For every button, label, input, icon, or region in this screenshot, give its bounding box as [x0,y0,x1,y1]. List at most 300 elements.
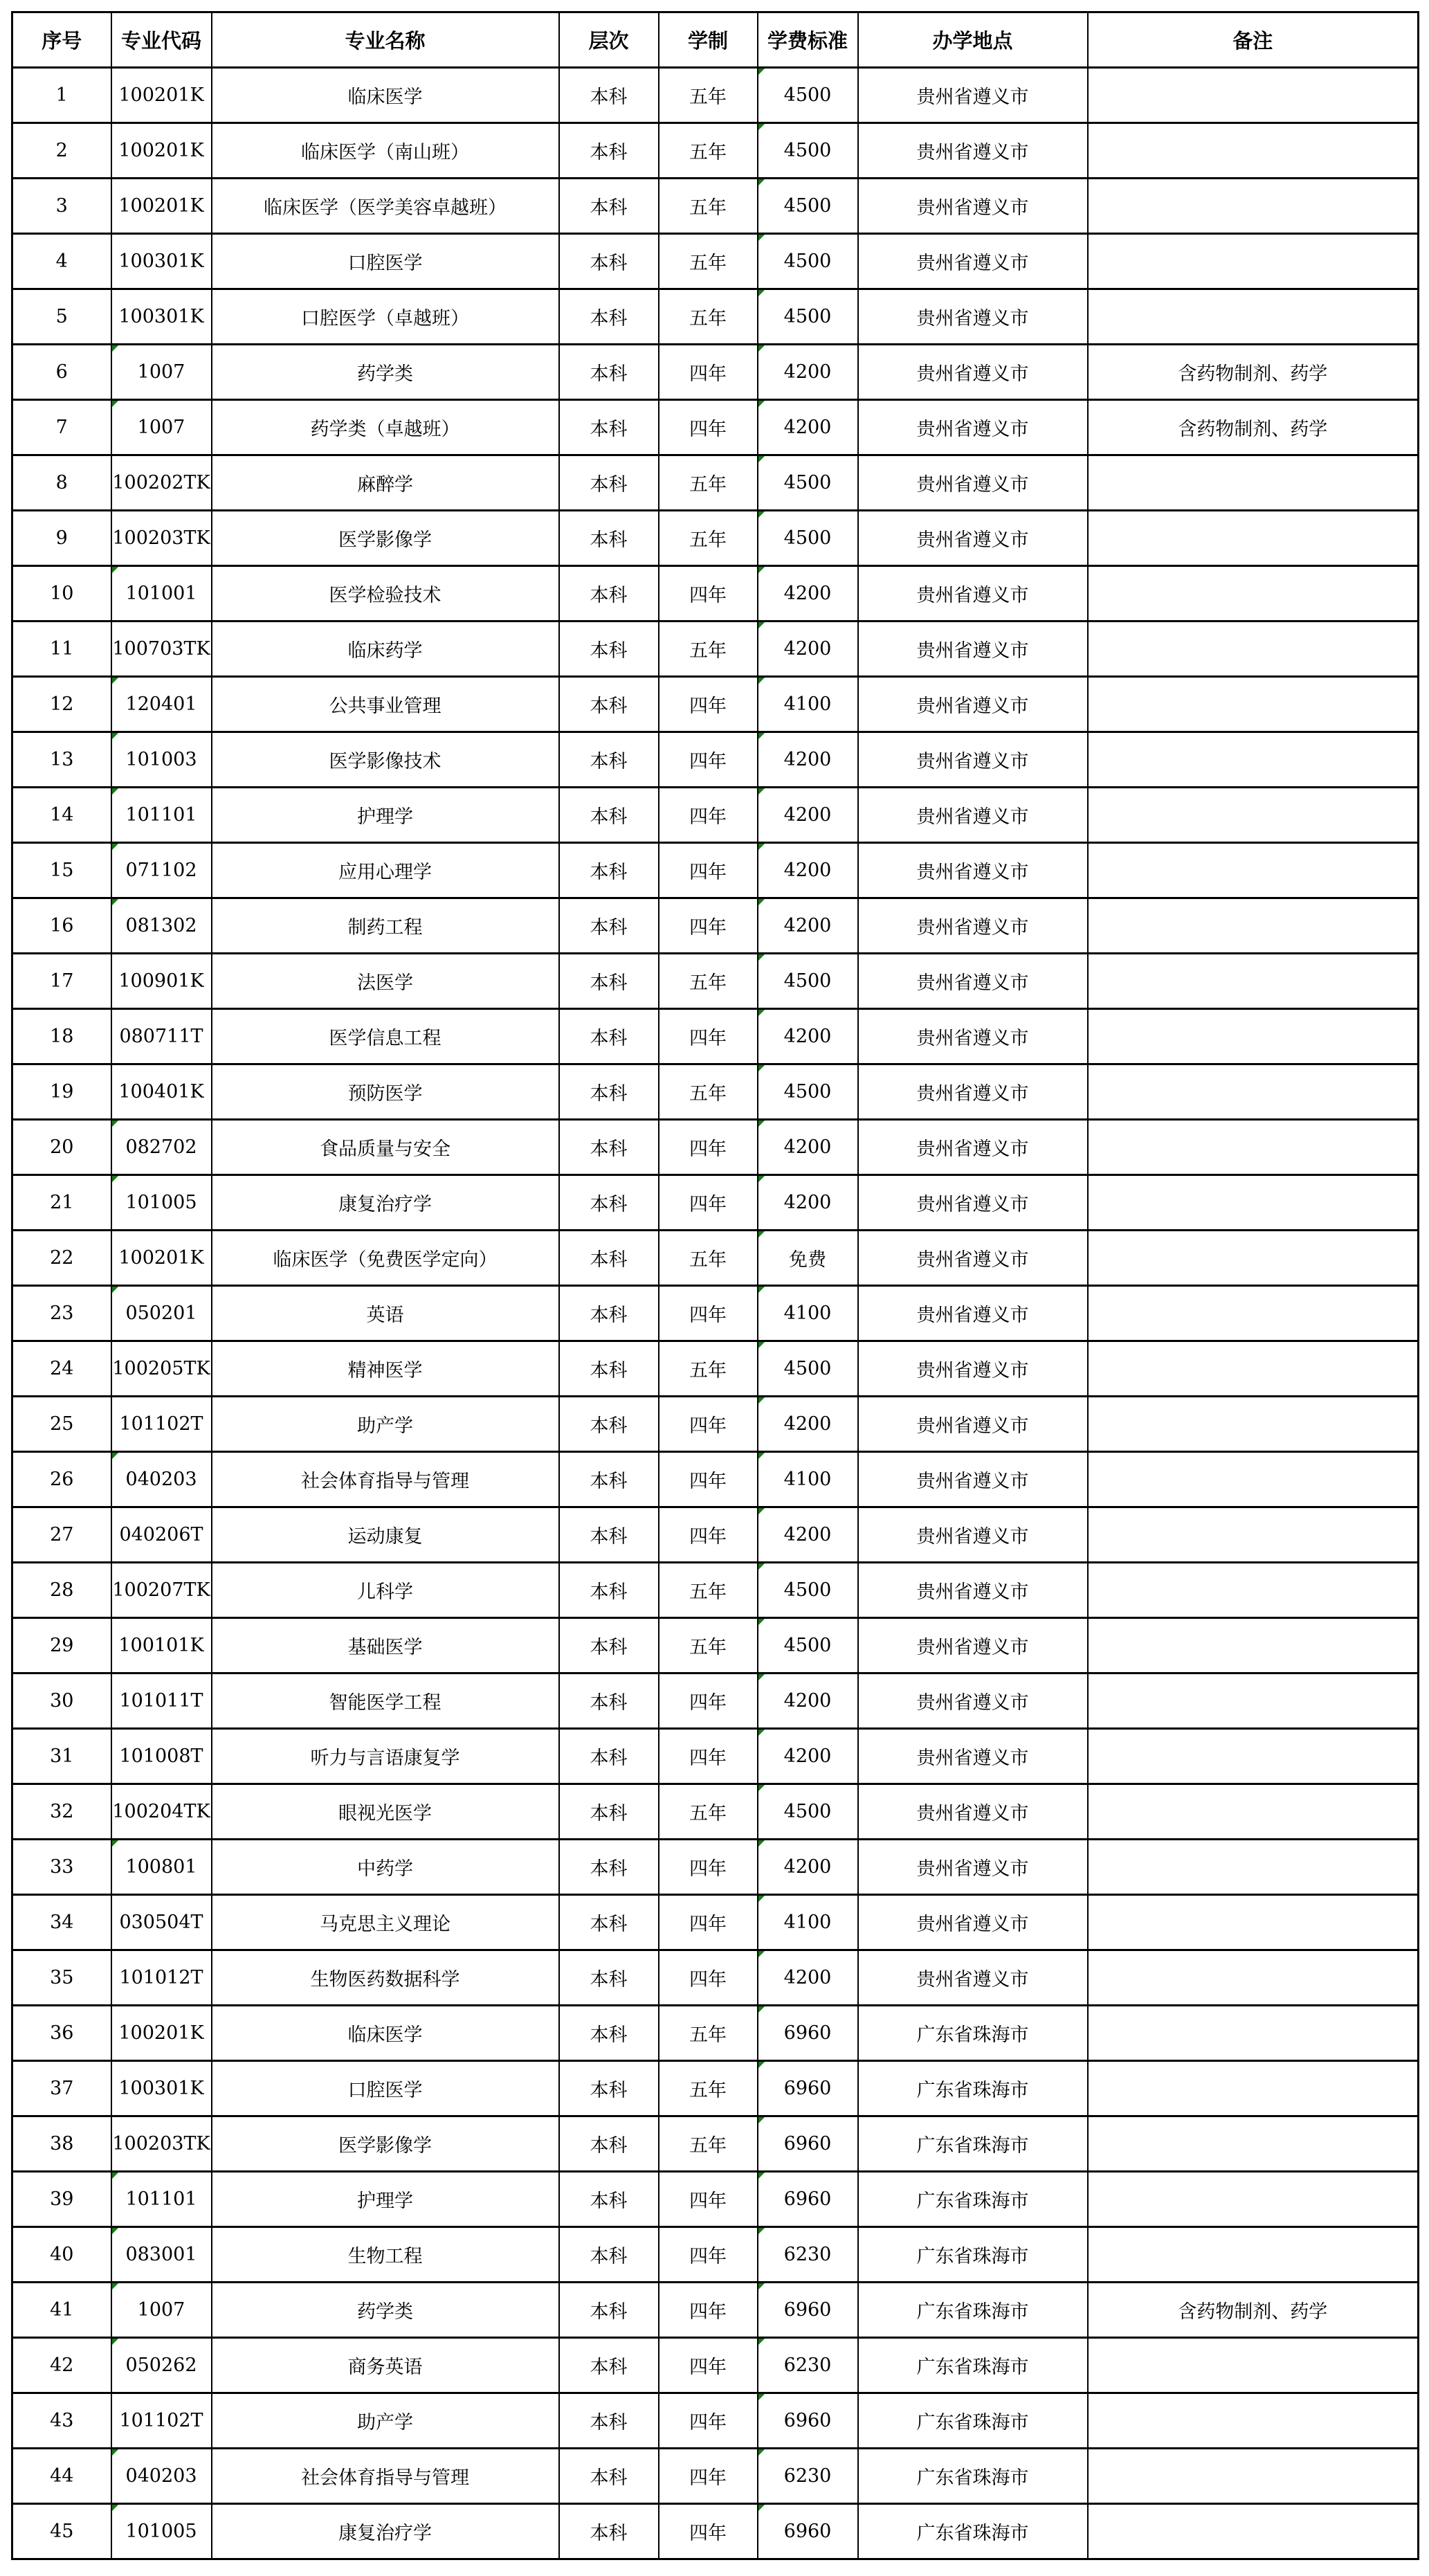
major-code-cell: 100703TK [111,622,212,677]
duration-cell: 四年 [659,1009,758,1064]
major-name-cell: 社会体育指导与管理 [212,1452,559,1507]
header-location: 办学地点 [858,12,1088,68]
index-cell: 21 [12,1175,111,1231]
table-row [12,123,1419,179]
tuition-cell: 4200 [758,1120,858,1175]
tuition-cell: 4200 [758,1507,858,1563]
level-cell: 本科 [559,289,659,345]
major-name-cell: 基础医学 [212,1618,559,1674]
tuition-cell: 6960 [758,2116,858,2172]
major-name-cell: 生物工程 [212,2227,559,2283]
location-cell: 广东省珠海市 [858,2393,1088,2449]
major-code-cell: 040203 [111,1452,212,1507]
level-cell: 本科 [559,677,659,732]
major-code-cell: 100401K [111,1064,212,1120]
tuition-cell: 4100 [758,1452,858,1507]
remarks-cell [1088,289,1419,345]
location-cell: 广东省珠海市 [858,2227,1088,2283]
major-name-cell: 医学检验技术 [212,566,559,622]
location-cell: 广东省珠海市 [858,2338,1088,2393]
duration-cell: 四年 [659,1175,758,1231]
major-code-cell: 101003 [111,732,212,788]
tuition-cell: 4500 [758,1341,858,1397]
table-row [12,2449,1419,2504]
index-cell: 19 [12,1064,111,1120]
level-cell: 本科 [559,898,659,954]
level-cell: 本科 [559,2338,659,2393]
location-cell: 贵州省遵义市 [858,1618,1088,1674]
location-cell: 贵州省遵义市 [858,1784,1088,1840]
major-name-cell: 助产学 [212,2393,559,2449]
location-cell: 贵州省遵义市 [858,566,1088,622]
table-row [12,2116,1419,2172]
level-cell: 本科 [559,1009,659,1064]
major-name-cell: 应用心理学 [212,843,559,898]
tuition-cell: 6960 [758,2061,858,2116]
majors-table [11,11,1419,2560]
major-name-cell: 智能医学工程 [212,1674,559,1729]
level-cell: 本科 [559,345,659,400]
remarks-cell [1088,1950,1419,2006]
duration-cell: 四年 [659,1286,758,1341]
remarks-cell [1088,1452,1419,1507]
table-row [12,400,1419,455]
location-cell: 贵州省遵义市 [858,179,1088,234]
table-row [12,1729,1419,1784]
table-row [12,234,1419,289]
index-cell: 12 [12,677,111,732]
location-cell: 贵州省遵义市 [858,954,1088,1009]
header-major-name: 专业名称 [212,12,559,68]
table-row [12,1895,1419,1950]
index-cell: 34 [12,1895,111,1950]
major-name-cell: 生物医药数据科学 [212,1950,559,2006]
duration-cell: 四年 [659,898,758,954]
tuition-cell: 4500 [758,68,858,123]
location-cell: 贵州省遵义市 [858,1563,1088,1618]
table-row [12,2338,1419,2393]
tuition-cell: 4200 [758,898,858,954]
duration-cell: 四年 [659,1729,758,1784]
duration-cell: 四年 [659,2449,758,2504]
location-cell: 贵州省遵义市 [858,1397,1088,1452]
index-cell: 14 [12,788,111,843]
duration-cell: 五年 [659,1784,758,1840]
duration-cell: 四年 [659,345,758,400]
major-name-cell: 马克思主义理论 [212,1895,559,1950]
location-cell: 贵州省遵义市 [858,289,1088,345]
level-cell: 本科 [559,2504,659,2559]
table-row [12,843,1419,898]
remarks-cell [1088,2227,1419,2283]
remarks-cell [1088,123,1419,179]
table-row [12,677,1419,732]
table-row [12,1120,1419,1175]
major-name-cell: 食品质量与安全 [212,1120,559,1175]
major-code-cell: 050262 [111,2338,212,2393]
level-cell: 本科 [559,1840,659,1895]
remarks-cell [1088,1784,1419,1840]
table-body [12,68,1419,2559]
major-name-cell: 听力与言语康复学 [212,1729,559,1784]
duration-cell: 四年 [659,2172,758,2227]
index-cell: 11 [12,622,111,677]
remarks-cell [1088,1120,1419,1175]
tuition-cell: 4500 [758,289,858,345]
remarks-cell [1088,1674,1419,1729]
duration-cell: 五年 [659,2061,758,2116]
table-row [12,2393,1419,2449]
tuition-cell: 4100 [758,677,858,732]
duration-cell: 四年 [659,2504,758,2559]
remarks-cell [1088,2393,1419,2449]
major-code-cell: 120401 [111,677,212,732]
tuition-cell: 4200 [758,1009,858,1064]
tuition-cell: 4500 [758,1784,858,1840]
table-row [12,455,1419,511]
location-cell: 贵州省遵义市 [858,1452,1088,1507]
remarks-cell [1088,511,1419,566]
location-cell: 广东省珠海市 [858,2061,1088,2116]
index-cell: 33 [12,1840,111,1895]
location-cell: 贵州省遵义市 [858,123,1088,179]
level-cell: 本科 [559,123,659,179]
index-cell: 13 [12,732,111,788]
tuition-cell: 4100 [758,1895,858,1950]
remarks-cell [1088,1397,1419,1452]
major-name-cell: 临床医学 [212,68,559,123]
table-row [12,1674,1419,1729]
tuition-cell: 6230 [758,2449,858,2504]
level-cell: 本科 [559,843,659,898]
duration-cell: 四年 [659,1507,758,1563]
major-name-cell: 医学信息工程 [212,1009,559,1064]
tuition-cell: 6960 [758,2006,858,2061]
index-cell: 9 [12,511,111,566]
index-cell: 28 [12,1563,111,1618]
duration-cell: 四年 [659,1674,758,1729]
level-cell: 本科 [559,1231,659,1286]
remarks-cell: 含药物制剂、药学 [1088,400,1419,455]
table-row [12,2283,1419,2338]
major-code-cell: 101012T [111,1950,212,2006]
remarks-cell [1088,1231,1419,1286]
table-row [12,2504,1419,2559]
duration-cell: 五年 [659,2006,758,2061]
index-cell: 45 [12,2504,111,2559]
remarks-cell [1088,788,1419,843]
major-code-cell: 101005 [111,2504,212,2559]
level-cell: 本科 [559,2116,659,2172]
remarks-cell [1088,1895,1419,1950]
major-name-cell: 药学类 [212,2283,559,2338]
duration-cell: 五年 [659,622,758,677]
level-cell: 本科 [559,1784,659,1840]
duration-cell: 五年 [659,1618,758,1674]
major-name-cell: 口腔医学 [212,2061,559,2116]
tuition-cell: 4200 [758,400,858,455]
index-cell: 6 [12,345,111,400]
remarks-cell [1088,622,1419,677]
location-cell: 贵州省遵义市 [858,234,1088,289]
table-row [12,511,1419,566]
tuition-cell: 4200 [758,1175,858,1231]
duration-cell: 四年 [659,788,758,843]
duration-cell: 五年 [659,123,758,179]
location-cell: 贵州省遵义市 [858,1840,1088,1895]
duration-cell: 四年 [659,1950,758,2006]
remarks-cell [1088,179,1419,234]
table-row [12,1950,1419,2006]
remarks-cell [1088,954,1419,1009]
major-code-cell: 1007 [111,2283,212,2338]
remarks-cell [1088,732,1419,788]
major-name-cell: 社会体育指导与管理 [212,2449,559,2504]
location-cell: 贵州省遵义市 [858,898,1088,954]
location-cell: 广东省珠海市 [858,2116,1088,2172]
major-name-cell: 护理学 [212,788,559,843]
remarks-cell [1088,1286,1419,1341]
header-remarks: 备注 [1088,12,1419,68]
table-row [12,1286,1419,1341]
remarks-cell [1088,1618,1419,1674]
remarks-cell [1088,1009,1419,1064]
major-code-cell: 101101 [111,788,212,843]
location-cell: 贵州省遵义市 [858,843,1088,898]
location-cell: 贵州省遵义市 [858,1120,1088,1175]
index-cell: 42 [12,2338,111,2393]
major-name-cell: 预防医学 [212,1064,559,1120]
index-cell: 32 [12,1784,111,1840]
remarks-cell [1088,898,1419,954]
duration-cell: 五年 [659,455,758,511]
table-row [12,954,1419,1009]
level-cell: 本科 [559,1175,659,1231]
location-cell: 贵州省遵义市 [858,788,1088,843]
index-cell: 35 [12,1950,111,2006]
major-code-cell: 101005 [111,1175,212,1231]
location-cell: 贵州省遵义市 [858,68,1088,123]
tuition-cell: 4200 [758,622,858,677]
index-cell: 16 [12,898,111,954]
table-row [12,732,1419,788]
major-code-cell: 030504T [111,1895,212,1950]
level-cell: 本科 [559,1341,659,1397]
level-cell: 本科 [559,1729,659,1784]
level-cell: 本科 [559,2449,659,2504]
tuition-cell: 4200 [758,1729,858,1784]
remarks-cell [1088,2172,1419,2227]
major-name-cell: 临床医学（南山班） [212,123,559,179]
remarks-cell [1088,1507,1419,1563]
index-cell: 1 [12,68,111,123]
location-cell: 贵州省遵义市 [858,622,1088,677]
index-cell: 44 [12,2449,111,2504]
location-cell: 贵州省遵义市 [858,1009,1088,1064]
level-cell: 本科 [559,1452,659,1507]
tuition-cell: 4500 [758,234,858,289]
level-cell: 本科 [559,511,659,566]
major-name-cell: 制药工程 [212,898,559,954]
major-code-cell: 100201K [111,123,212,179]
table-row [12,1009,1419,1064]
tuition-cell: 4500 [758,511,858,566]
level-cell: 本科 [559,1895,659,1950]
remarks-cell [1088,677,1419,732]
remarks-cell [1088,1341,1419,1397]
tuition-cell: 6230 [758,2227,858,2283]
major-name-cell: 助产学 [212,1397,559,1452]
header-index: 序号 [12,12,111,68]
tuition-cell: 6230 [758,2338,858,2393]
tuition-cell: 4200 [758,843,858,898]
major-name-cell: 临床药学 [212,622,559,677]
level-cell: 本科 [559,2061,659,2116]
index-cell: 40 [12,2227,111,2283]
major-name-cell: 精神医学 [212,1341,559,1397]
index-cell: 26 [12,1452,111,1507]
major-code-cell: 100203TK [111,2116,212,2172]
remarks-cell [1088,566,1419,622]
index-cell: 27 [12,1507,111,1563]
header-major-code: 专业代码 [111,12,212,68]
table-row [12,1563,1419,1618]
location-cell: 贵州省遵义市 [858,1507,1088,1563]
level-cell: 本科 [559,1618,659,1674]
location-cell: 广东省珠海市 [858,2283,1088,2338]
remarks-cell [1088,843,1419,898]
duration-cell: 四年 [659,677,758,732]
index-cell: 4 [12,234,111,289]
table-row [12,622,1419,677]
table-row [12,898,1419,954]
major-code-cell: 100204TK [111,1784,212,1840]
major-name-cell: 临床医学 [212,2006,559,2061]
major-code-cell: 100201K [111,1231,212,1286]
major-name-cell: 运动康复 [212,1507,559,1563]
index-cell: 29 [12,1618,111,1674]
duration-cell: 五年 [659,1341,758,1397]
location-cell: 广东省珠海市 [858,2449,1088,2504]
table-row [12,1341,1419,1397]
level-cell: 本科 [559,179,659,234]
major-code-cell: 100301K [111,2061,212,2116]
major-code-cell: 040206T [111,1507,212,1563]
major-code-cell: 100301K [111,234,212,289]
level-cell: 本科 [559,455,659,511]
tuition-cell: 4200 [758,566,858,622]
major-code-cell: 101008T [111,1729,212,1784]
major-name-cell: 中药学 [212,1840,559,1895]
tuition-cell: 4200 [758,1950,858,2006]
table-row [12,2227,1419,2283]
duration-cell: 四年 [659,732,758,788]
location-cell: 贵州省遵义市 [858,1895,1088,1950]
level-cell: 本科 [559,68,659,123]
location-cell: 贵州省遵义市 [858,1729,1088,1784]
table-row [12,1784,1419,1840]
duration-cell: 五年 [659,179,758,234]
location-cell: 贵州省遵义市 [858,455,1088,511]
remarks-cell [1088,68,1419,123]
tuition-cell: 4200 [758,788,858,843]
index-cell: 18 [12,1009,111,1064]
major-name-cell: 口腔医学（卓越班） [212,289,559,345]
major-name-cell: 临床医学（免费医学定向） [212,1231,559,1286]
index-cell: 23 [12,1286,111,1341]
tuition-cell: 6960 [758,2393,858,2449]
tuition-cell: 4500 [758,123,858,179]
remarks-cell [1088,1064,1419,1120]
table-row [12,2061,1419,2116]
major-name-cell: 护理学 [212,2172,559,2227]
duration-cell: 五年 [659,2116,758,2172]
remarks-cell [1088,1563,1419,1618]
table-row [12,1175,1419,1231]
table-row [12,179,1419,234]
remarks-cell [1088,455,1419,511]
major-name-cell: 麻醉学 [212,455,559,511]
major-code-cell: 101011T [111,1674,212,1729]
header-tuition: 学费标准 [758,12,858,68]
major-code-cell: 101102T [111,1397,212,1452]
duration-cell: 四年 [659,1895,758,1950]
duration-cell: 四年 [659,2227,758,2283]
duration-cell: 五年 [659,289,758,345]
index-cell: 36 [12,2006,111,2061]
tuition-cell: 4200 [758,345,858,400]
location-cell: 贵州省遵义市 [858,1175,1088,1231]
table-row [12,345,1419,400]
remarks-cell [1088,2338,1419,2393]
major-name-cell: 医学影像学 [212,511,559,566]
duration-cell: 五年 [659,234,758,289]
table-row [12,2172,1419,2227]
major-code-cell: 080711T [111,1009,212,1064]
level-cell: 本科 [559,2006,659,2061]
tuition-cell: 4500 [758,455,858,511]
tuition-cell: 4200 [758,1397,858,1452]
location-cell: 贵州省遵义市 [858,1231,1088,1286]
index-cell: 39 [12,2172,111,2227]
index-cell: 37 [12,2061,111,2116]
level-cell: 本科 [559,234,659,289]
duration-cell: 五年 [659,1563,758,1618]
level-cell: 本科 [559,1563,659,1618]
index-cell: 17 [12,954,111,1009]
tuition-cell: 4200 [758,732,858,788]
remarks-cell [1088,1840,1419,1895]
major-code-cell: 050201 [111,1286,212,1341]
major-name-cell: 儿科学 [212,1563,559,1618]
major-name-cell: 康复治疗学 [212,2504,559,2559]
major-name-cell: 法医学 [212,954,559,1009]
level-cell: 本科 [559,954,659,1009]
duration-cell: 五年 [659,68,758,123]
major-name-cell: 医学影像技术 [212,732,559,788]
major-name-cell: 临床医学（医学美容卓越班） [212,179,559,234]
level-cell: 本科 [559,2283,659,2338]
table-row [12,1452,1419,1507]
duration-cell: 四年 [659,1120,758,1175]
remarks-cell [1088,2504,1419,2559]
major-code-cell: 100901K [111,954,212,1009]
index-cell: 41 [12,2283,111,2338]
duration-cell: 五年 [659,1064,758,1120]
tuition-cell: 4200 [758,1674,858,1729]
major-code-cell: 071102 [111,843,212,898]
duration-cell: 五年 [659,1231,758,1286]
